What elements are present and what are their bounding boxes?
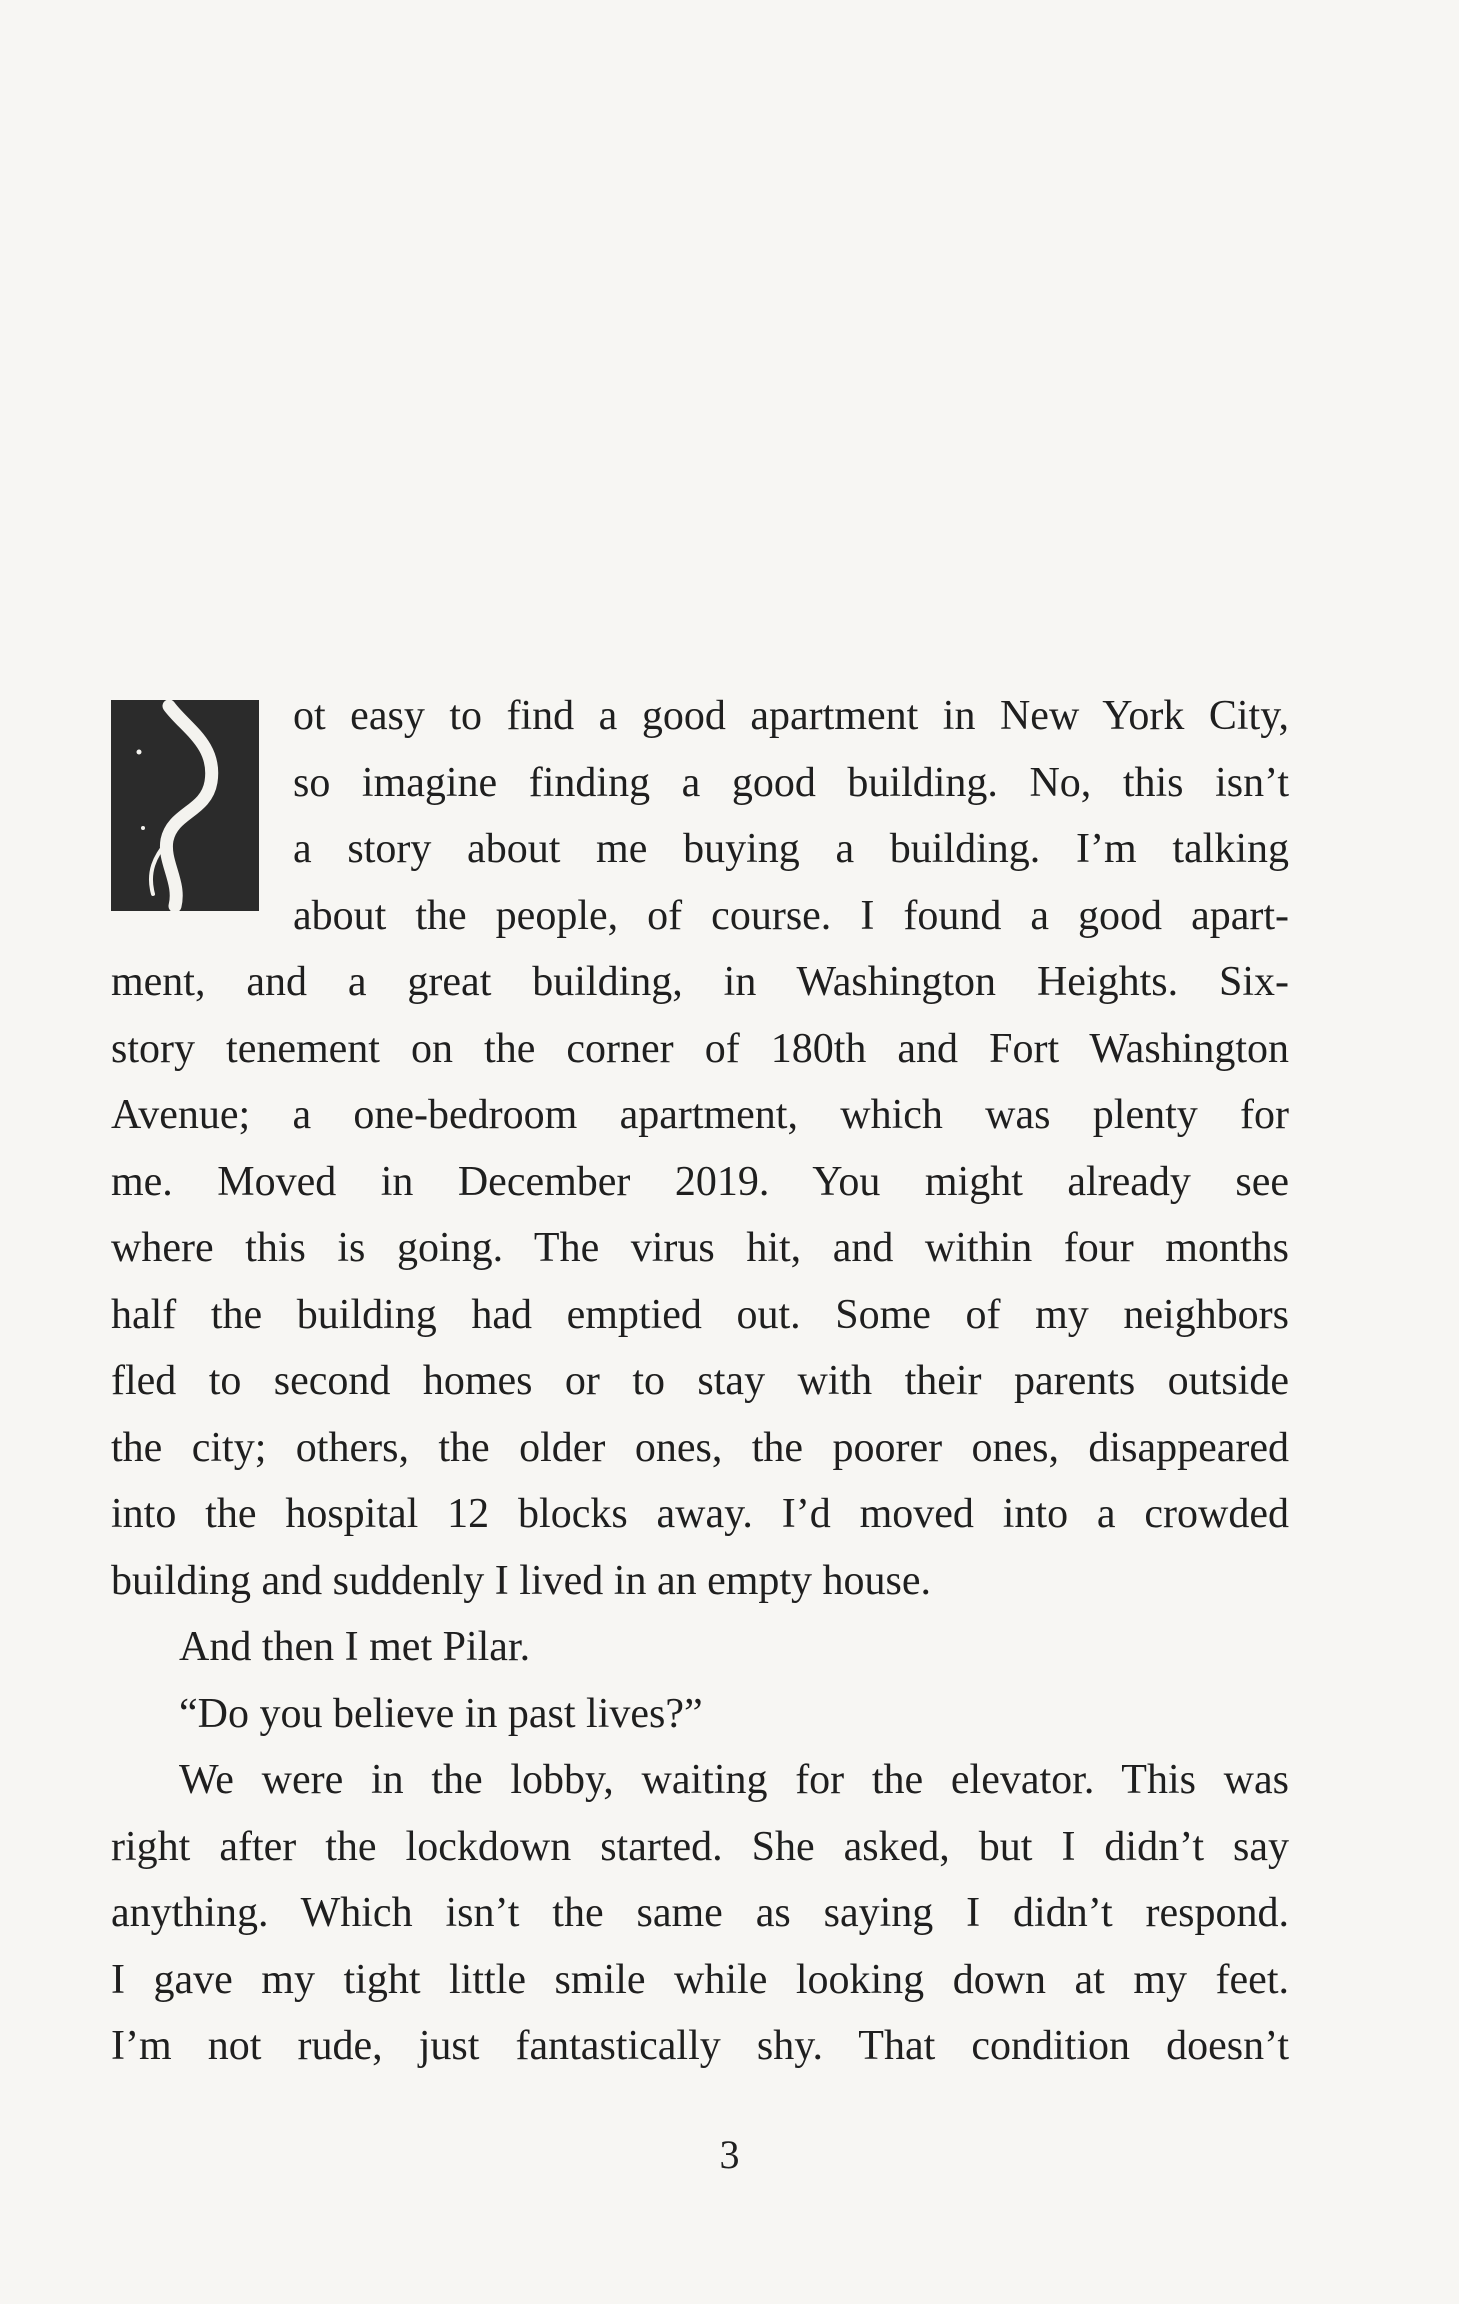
text-line: ot easy to find a good apartment in New York City, xyxy=(293,693,1289,739)
text-line: a story about me buying a building. I’m talking xyxy=(293,826,1289,872)
text-line: into the hospital 12 blocks away. I’d moved into a crowded xyxy=(111,1491,1289,1537)
text-line: “Do you believe in past lives?” xyxy=(179,1690,703,1737)
page-number: 3 xyxy=(719,2132,740,2177)
text-line: And then I met Pilar. xyxy=(179,1624,531,1670)
text-line: about the people, of course. I found a good apart- xyxy=(293,892,1289,939)
body-text xyxy=(111,683,1289,2080)
text-line: half the building had emptied out. Some of my neighbors xyxy=(111,1291,1289,1338)
text-line: where this is going. The virus hit, and within four months xyxy=(111,1225,1289,1271)
dropcap-wrapped-lines xyxy=(111,683,1289,949)
text-line: fled to second homes or to stay with their parents outside xyxy=(111,1358,1289,1404)
text-line: the city; others, the older ones, the poorer ones, disappeared xyxy=(111,1424,1289,1471)
text-line: ment, and a great building, in Washington Heights. Six- xyxy=(111,959,1289,1005)
text-line: I’m not rude, just fantastically shy. That condition doesn’t xyxy=(111,2023,1289,2069)
text-line: building and suddenly I lived in an empty house. xyxy=(111,1557,932,1604)
text-line: story tenement on the corner of 180th and Fort Washington xyxy=(111,1025,1289,1072)
text-line: right after the lockdown started. She asked, but I didn’t say xyxy=(111,1823,1289,1870)
text-line: We were in the lobby, waiting for the elevator. This was xyxy=(179,1757,1289,1803)
text-line: so imagine finding a good building. No, this isn’t xyxy=(293,759,1289,806)
text-line: me. Moved in December 2019. You might already see xyxy=(111,1158,1289,1205)
text-line: I gave my tight little smile while looking down at my feet. xyxy=(111,1956,1289,2003)
text-line: anything. Which isn’t the same as saying I didn’t respond. xyxy=(111,1890,1289,1936)
text-line: Avenue; a one-bedroom apartment, which was plenty for xyxy=(111,1092,1289,1138)
